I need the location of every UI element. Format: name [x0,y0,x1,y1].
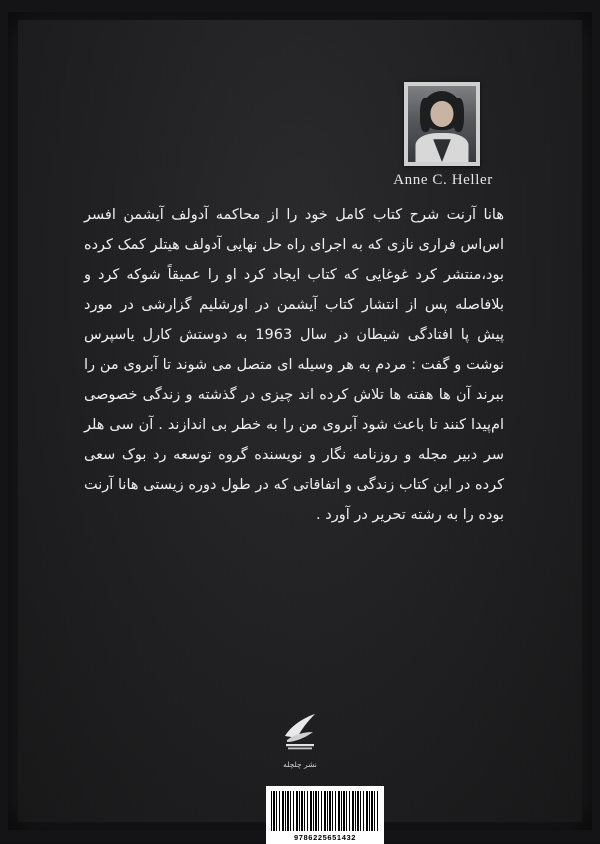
back-cover-blurb [84,200,504,530]
author-portrait-photo [408,86,476,162]
author-portrait-frame [404,82,480,166]
publisher-name: نشر چلچله [283,760,317,769]
blurb-text: هانا آرنت شرح کتاب کامل خود را از محاکمه آدولف آیشمن افسر اس‌اس فراری نازی که به اجرای راه حل نهایی آدولف هیتلر کمک کرده بود،منتشر کرد غوغایی که کتاب ایجاد کرد او را عمیقاً شوکه کرد و بلافاصله پس از انتشار کتاب آیشمن در اورشلیم گزارشی در مورد پیش پا افتادگی شیطان در سال 1963 به دوستش کارل یاسپرس نوشت و گفت : مردم به هر وسیله ای متصل می شوند تا آبروی من را ببرند آن ها هفته ها تلاش کرده اند چیزی در گذشته و زندگی خصوصی ام‌پیدا کنند تا باعث شود آبروی من را به خطر بی اندازند . آن سی هلر سر دبیر مجله و روزنامه نگار و نویسنده گروه توسعه رد بوک سعی کرده در این کتاب زندگی و اتفاقاتی که در طول دوره زیستی هانا آرنت بوده را به رشته تحریر در آورد . [84,207,504,523]
cover-surface [18,20,582,842]
cover-outer-edge [8,12,592,842]
portrait-face [430,101,453,127]
swallow-bird-icon [277,706,323,752]
barcode [266,786,384,844]
author-name: Anne C. Heller [393,172,493,188]
barcode-bars [271,791,379,831]
publisher-logo [277,706,323,752]
isbn-number: 9786225651432 [293,833,357,842]
portrait-hair-right [453,98,464,131]
publisher-block [18,706,582,769]
